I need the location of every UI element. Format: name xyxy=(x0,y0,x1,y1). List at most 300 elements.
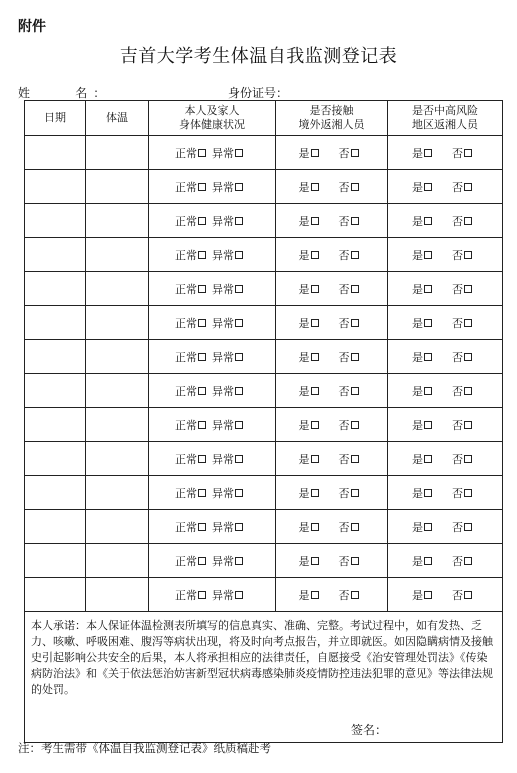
table-row xyxy=(25,272,503,306)
checkbox[interactable] xyxy=(351,285,359,293)
option-no-label: 否 xyxy=(452,384,463,398)
temperature-cell[interactable] xyxy=(86,272,149,306)
checkbox[interactable] xyxy=(311,387,319,395)
option-yes-label: 是 xyxy=(412,316,423,330)
option-yes[interactable] xyxy=(299,485,325,501)
checkbox[interactable] xyxy=(464,421,472,429)
option-no[interactable] xyxy=(339,213,365,229)
option-yes-label: 是 xyxy=(298,588,310,602)
pledge-row xyxy=(25,612,503,743)
checkbox[interactable] xyxy=(351,353,359,361)
table-row xyxy=(25,476,503,510)
risk-area-cell xyxy=(388,476,503,510)
date-cell[interactable] xyxy=(25,170,86,204)
health-status-cell xyxy=(149,204,276,238)
checkbox[interactable] xyxy=(235,319,243,327)
checkbox[interactable] xyxy=(424,183,432,191)
checkbox[interactable] xyxy=(464,217,472,225)
option-no[interactable] xyxy=(452,519,478,535)
date-cell[interactable] xyxy=(25,374,86,408)
option-yes[interactable] xyxy=(412,485,438,501)
checkbox[interactable] xyxy=(351,421,359,429)
checkbox[interactable] xyxy=(424,523,432,531)
checkbox[interactable] xyxy=(464,557,472,565)
table-header-row xyxy=(25,101,503,136)
checkbox[interactable] xyxy=(235,523,243,531)
option-no[interactable] xyxy=(339,587,365,603)
checkbox[interactable] xyxy=(424,353,432,361)
checkbox[interactable] xyxy=(235,183,243,191)
pledge-cell xyxy=(25,612,503,743)
option-no[interactable] xyxy=(339,417,365,433)
checkbox[interactable] xyxy=(198,251,206,259)
overseas-contact-cell xyxy=(276,442,388,476)
checkbox[interactable] xyxy=(464,319,472,327)
checkbox[interactable] xyxy=(311,353,319,361)
option-no-label: 否 xyxy=(452,554,463,568)
option-yes[interactable] xyxy=(412,315,438,331)
checkbox[interactable] xyxy=(464,591,472,599)
checkbox[interactable] xyxy=(311,319,319,327)
option-normal[interactable] xyxy=(175,553,212,569)
temperature-cell[interactable] xyxy=(86,340,149,374)
option-normal[interactable] xyxy=(175,417,212,433)
option-yes-label: 是 xyxy=(412,588,423,602)
column-header-risk-area-return: 是否中高风险 地区返湘人员 xyxy=(388,101,503,136)
option-yes-label: 是 xyxy=(298,418,310,432)
overseas-contact-cell xyxy=(276,510,388,544)
option-no-label: 否 xyxy=(338,248,350,262)
table-row xyxy=(25,510,503,544)
checkbox[interactable] xyxy=(464,183,472,191)
option-no[interactable] xyxy=(339,349,365,365)
checkbox[interactable] xyxy=(351,489,359,497)
option-abnormal[interactable] xyxy=(212,349,249,365)
option-yes[interactable] xyxy=(412,247,438,263)
name-field-label: 姓 名： xyxy=(18,86,112,100)
option-no-label: 否 xyxy=(338,554,350,568)
option-yes-label: 是 xyxy=(298,554,310,568)
column-header-temperature: 体温 xyxy=(86,101,149,136)
option-abnormal[interactable] xyxy=(212,451,249,467)
checkbox[interactable] xyxy=(424,319,432,327)
checkbox[interactable] xyxy=(198,183,206,191)
date-cell[interactable] xyxy=(25,408,86,442)
option-no-label: 否 xyxy=(452,180,463,194)
checkbox[interactable] xyxy=(198,591,206,599)
option-abnormal-label: 异常 xyxy=(212,554,234,568)
option-no[interactable] xyxy=(452,281,478,297)
date-cell[interactable] xyxy=(25,544,86,578)
option-yes[interactable] xyxy=(412,553,438,569)
checkbox[interactable] xyxy=(198,421,206,429)
option-no-label: 否 xyxy=(452,520,463,534)
option-abnormal[interactable] xyxy=(212,485,249,501)
temperature-cell[interactable] xyxy=(86,170,149,204)
option-no-label: 否 xyxy=(338,486,350,500)
checkbox[interactable] xyxy=(464,489,472,497)
checkbox[interactable] xyxy=(235,557,243,565)
option-yes[interactable] xyxy=(299,519,325,535)
option-no[interactable] xyxy=(339,383,365,399)
checkbox[interactable] xyxy=(235,421,243,429)
option-yes-label: 是 xyxy=(298,180,310,194)
overseas-contact-cell xyxy=(276,170,388,204)
option-yes-label: 是 xyxy=(298,520,310,534)
option-yes-label: 是 xyxy=(298,248,310,262)
checkbox[interactable] xyxy=(235,353,243,361)
checkbox[interactable] xyxy=(351,591,359,599)
checkbox[interactable] xyxy=(198,387,206,395)
option-no[interactable] xyxy=(452,349,478,365)
risk-area-cell xyxy=(388,306,503,340)
risk-area-cell xyxy=(388,170,503,204)
checkbox[interactable] xyxy=(198,455,206,463)
checkbox[interactable] xyxy=(351,319,359,327)
checkbox[interactable] xyxy=(311,251,319,259)
temperature-cell[interactable] xyxy=(86,476,149,510)
checkbox[interactable] xyxy=(198,489,206,497)
checkbox[interactable] xyxy=(311,149,319,157)
option-normal-label: 正常 xyxy=(175,316,197,330)
option-no[interactable] xyxy=(452,315,478,331)
temperature-cell[interactable] xyxy=(86,408,149,442)
option-no-label: 否 xyxy=(338,180,350,194)
footer-note: 注：考生需带《体温自我监测登记表》纸质稿赴考 xyxy=(18,741,271,755)
checkbox[interactable] xyxy=(311,591,319,599)
option-yes[interactable] xyxy=(412,349,438,365)
checkbox[interactable] xyxy=(424,217,432,225)
checkbox[interactable] xyxy=(351,251,359,259)
risk-area-cell xyxy=(388,340,503,374)
option-yes[interactable] xyxy=(299,553,325,569)
checkbox[interactable] xyxy=(464,149,472,157)
option-normal[interactable] xyxy=(175,145,212,161)
option-no[interactable] xyxy=(339,179,365,195)
option-normal-label: 正常 xyxy=(175,588,197,602)
health-status-cell xyxy=(149,340,276,374)
option-normal[interactable] xyxy=(175,519,212,535)
date-cell[interactable] xyxy=(25,340,86,374)
checkbox[interactable] xyxy=(198,319,206,327)
option-no[interactable] xyxy=(452,213,478,229)
option-normal-label: 正常 xyxy=(175,554,197,568)
checkbox[interactable] xyxy=(424,557,432,565)
option-yes[interactable] xyxy=(412,179,438,195)
checkbox[interactable] xyxy=(235,455,243,463)
checkbox[interactable] xyxy=(351,523,359,531)
overseas-contact-cell xyxy=(276,374,388,408)
option-normal[interactable] xyxy=(175,213,212,229)
overseas-contact-cell xyxy=(276,544,388,578)
option-normal[interactable] xyxy=(175,247,212,263)
attachment-label: 附件 xyxy=(18,19,46,35)
option-no[interactable] xyxy=(452,417,478,433)
risk-area-cell xyxy=(388,442,503,476)
health-status-cell xyxy=(149,272,276,306)
checkbox[interactable] xyxy=(235,149,243,157)
column-header-overseas-contact: 是否接触 境外返湘人员 xyxy=(276,101,388,136)
table-row xyxy=(25,306,503,340)
column-header-date: 日期 xyxy=(25,101,86,136)
option-abnormal[interactable] xyxy=(212,179,249,195)
option-abnormal[interactable] xyxy=(212,519,249,535)
checkbox[interactable] xyxy=(424,285,432,293)
option-yes[interactable] xyxy=(412,417,438,433)
option-no-label: 否 xyxy=(338,588,350,602)
option-normal-label: 正常 xyxy=(175,350,197,364)
temperature-cell[interactable] xyxy=(86,204,149,238)
option-normal[interactable] xyxy=(175,451,212,467)
checkbox[interactable] xyxy=(351,183,359,191)
option-no[interactable] xyxy=(452,179,478,195)
checkbox[interactable] xyxy=(351,387,359,395)
temperature-cell[interactable] xyxy=(86,544,149,578)
checkbox[interactable] xyxy=(464,387,472,395)
option-yes[interactable] xyxy=(299,451,325,467)
option-no-label: 否 xyxy=(452,418,463,432)
temperature-cell[interactable] xyxy=(86,136,149,170)
risk-area-cell xyxy=(388,374,503,408)
option-yes-label: 是 xyxy=(412,452,423,466)
table-row xyxy=(25,136,503,170)
option-no[interactable] xyxy=(339,247,365,263)
option-yes-label: 是 xyxy=(412,554,423,568)
checkbox[interactable] xyxy=(424,489,432,497)
option-yes[interactable] xyxy=(299,145,325,161)
health-status-cell xyxy=(149,136,276,170)
option-no-label: 否 xyxy=(452,486,463,500)
checkbox[interactable] xyxy=(198,217,206,225)
temperature-cell[interactable] xyxy=(86,442,149,476)
checkbox[interactable] xyxy=(424,421,432,429)
checkbox[interactable] xyxy=(311,455,319,463)
option-yes[interactable] xyxy=(412,383,438,399)
option-normal[interactable] xyxy=(175,315,212,331)
option-abnormal-label: 异常 xyxy=(212,214,234,228)
option-no-label: 否 xyxy=(338,214,350,228)
health-status-cell xyxy=(149,374,276,408)
option-no-label: 否 xyxy=(452,350,463,364)
checkbox[interactable] xyxy=(424,455,432,463)
temperature-cell[interactable] xyxy=(86,510,149,544)
checkbox[interactable] xyxy=(464,285,472,293)
checkbox[interactable] xyxy=(464,523,472,531)
checkbox[interactable] xyxy=(351,455,359,463)
option-no[interactable] xyxy=(452,553,478,569)
option-yes-label: 是 xyxy=(298,384,310,398)
checkbox[interactable] xyxy=(311,217,319,225)
option-no-label: 否 xyxy=(452,316,463,330)
option-abnormal[interactable] xyxy=(212,247,249,263)
option-no-label: 否 xyxy=(338,418,350,432)
option-no[interactable] xyxy=(339,485,365,501)
option-yes-label: 是 xyxy=(412,350,423,364)
overseas-contact-cell xyxy=(276,340,388,374)
checkbox[interactable] xyxy=(351,149,359,157)
date-cell[interactable] xyxy=(25,578,86,612)
option-normal[interactable] xyxy=(175,383,212,399)
option-normal-label: 正常 xyxy=(175,384,197,398)
overseas-contact-cell xyxy=(276,272,388,306)
option-no[interactable] xyxy=(452,247,478,263)
checkbox[interactable] xyxy=(198,285,206,293)
option-no[interactable] xyxy=(339,553,365,569)
option-no[interactable] xyxy=(339,315,365,331)
option-yes[interactable] xyxy=(412,519,438,535)
checkbox[interactable] xyxy=(198,353,206,361)
checkbox[interactable] xyxy=(464,455,472,463)
risk-area-cell xyxy=(388,578,503,612)
checkbox[interactable] xyxy=(235,251,243,259)
option-yes[interactable] xyxy=(299,587,325,603)
option-abnormal[interactable] xyxy=(212,587,249,603)
checkbox[interactable] xyxy=(235,387,243,395)
option-yes[interactable] xyxy=(412,281,438,297)
risk-area-cell xyxy=(388,238,503,272)
option-normal[interactable] xyxy=(175,587,212,603)
option-no[interactable] xyxy=(452,145,478,161)
option-abnormal-label: 异常 xyxy=(212,146,234,160)
risk-area-cell xyxy=(388,408,503,442)
date-cell[interactable] xyxy=(25,136,86,170)
option-yes[interactable] xyxy=(299,247,325,263)
option-normal-label: 正常 xyxy=(175,180,197,194)
health-status-cell xyxy=(149,238,276,272)
checkbox[interactable] xyxy=(464,251,472,259)
option-no[interactable] xyxy=(452,383,478,399)
checkbox[interactable] xyxy=(311,285,319,293)
health-status-cell xyxy=(149,442,276,476)
checkbox[interactable] xyxy=(198,149,206,157)
checkbox[interactable] xyxy=(424,591,432,599)
option-abnormal[interactable] xyxy=(212,383,249,399)
option-abnormal[interactable] xyxy=(212,145,249,161)
option-no[interactable] xyxy=(452,587,478,603)
option-abnormal-label: 异常 xyxy=(212,248,234,262)
option-no-label: 否 xyxy=(452,282,463,296)
date-cell[interactable] xyxy=(25,476,86,510)
option-yes[interactable] xyxy=(299,349,325,365)
checkbox[interactable] xyxy=(311,489,319,497)
option-normal-label: 正常 xyxy=(175,214,197,228)
option-no[interactable] xyxy=(339,451,365,467)
option-normal[interactable] xyxy=(175,179,212,195)
signature-label: 签名： xyxy=(350,723,387,737)
health-status-cell xyxy=(149,306,276,340)
option-yes-label: 是 xyxy=(298,214,310,228)
option-yes[interactable] xyxy=(299,179,325,195)
risk-area-cell xyxy=(388,510,503,544)
option-no[interactable] xyxy=(452,485,478,501)
option-yes-label: 是 xyxy=(412,214,423,228)
table-row xyxy=(25,442,503,476)
option-yes-label: 是 xyxy=(412,248,423,262)
option-yes[interactable] xyxy=(299,213,325,229)
temperature-cell[interactable] xyxy=(86,374,149,408)
checkbox[interactable] xyxy=(424,387,432,395)
option-abnormal-label: 异常 xyxy=(212,282,234,296)
form-title: 吉首大学考生体温自我监测登记表 xyxy=(119,46,398,67)
checkbox[interactable] xyxy=(235,591,243,599)
option-yes[interactable] xyxy=(299,383,325,399)
option-abnormal[interactable] xyxy=(212,281,249,297)
option-no[interactable] xyxy=(339,281,365,297)
option-yes[interactable] xyxy=(412,587,438,603)
table-row xyxy=(25,204,503,238)
health-status-cell xyxy=(149,544,276,578)
option-yes[interactable] xyxy=(412,145,438,161)
checkbox[interactable] xyxy=(235,489,243,497)
overseas-contact-cell xyxy=(276,578,388,612)
table-row xyxy=(25,340,503,374)
option-normal[interactable] xyxy=(175,281,212,297)
checkbox[interactable] xyxy=(351,557,359,565)
option-normal[interactable] xyxy=(175,349,212,365)
checkbox[interactable] xyxy=(198,523,206,531)
option-no-label: 否 xyxy=(452,248,463,262)
option-yes[interactable] xyxy=(299,315,325,331)
option-yes-label: 是 xyxy=(298,452,310,466)
health-status-cell xyxy=(149,476,276,510)
date-cell[interactable] xyxy=(25,204,86,238)
checkbox[interactable] xyxy=(311,183,319,191)
checkbox[interactable] xyxy=(235,217,243,225)
option-no[interactable] xyxy=(452,451,478,467)
checkbox[interactable] xyxy=(424,149,432,157)
checkbox[interactable] xyxy=(424,251,432,259)
option-abnormal-label: 异常 xyxy=(212,486,234,500)
option-yes[interactable] xyxy=(299,417,325,433)
temperature-cell[interactable] xyxy=(86,306,149,340)
date-cell[interactable] xyxy=(25,306,86,340)
option-yes-label: 是 xyxy=(412,180,423,194)
option-abnormal-label: 异常 xyxy=(212,316,234,330)
option-normal-label: 正常 xyxy=(175,146,197,160)
checkbox[interactable] xyxy=(311,557,319,565)
option-abnormal-label: 异常 xyxy=(212,588,234,602)
id-number-field-label: 身份证号： xyxy=(228,86,289,100)
date-cell[interactable] xyxy=(25,238,86,272)
option-normal[interactable] xyxy=(175,485,212,501)
option-no[interactable] xyxy=(339,519,365,535)
checkbox[interactable] xyxy=(235,285,243,293)
temperature-cell[interactable] xyxy=(86,578,149,612)
option-yes-label: 是 xyxy=(298,350,310,364)
option-no[interactable] xyxy=(339,145,365,161)
option-yes[interactable] xyxy=(299,281,325,297)
checkbox[interactable] xyxy=(198,557,206,565)
option-yes-label: 是 xyxy=(412,418,423,432)
checkbox[interactable] xyxy=(311,523,319,531)
option-abnormal[interactable] xyxy=(212,417,249,433)
option-abnormal[interactable] xyxy=(212,213,249,229)
date-cell[interactable] xyxy=(25,442,86,476)
option-abnormal[interactable] xyxy=(212,315,249,331)
date-cell[interactable] xyxy=(25,272,86,306)
option-yes[interactable] xyxy=(412,213,438,229)
option-abnormal-label: 异常 xyxy=(212,418,234,432)
option-abnormal[interactable] xyxy=(212,553,249,569)
date-cell[interactable] xyxy=(25,510,86,544)
option-no-label: 否 xyxy=(338,282,350,296)
checkbox[interactable] xyxy=(351,217,359,225)
option-yes[interactable] xyxy=(412,451,438,467)
pledge-text: 本人承诺：本人保证体温检测表所填写的信息真实、准确、完整。考试过程中，如有发热、乏力、咳嗽、呼吸困难、腹泻等病状出现，将及时向考点报告，并立即就医。如因隐瞒病情及接触史引起影响公共安全的后果，本人将承担相应的法律责任，自愿接受《治安管理处罚法》《传染病防治法》和《关于依法惩治妨害新型冠状病毒感染肺炎疫情防控违法犯罪的意见》等法律法规的处罚。 xyxy=(31,619,493,696)
checkbox[interactable] xyxy=(311,421,319,429)
checkbox[interactable] xyxy=(464,353,472,361)
temperature-cell[interactable] xyxy=(86,238,149,272)
